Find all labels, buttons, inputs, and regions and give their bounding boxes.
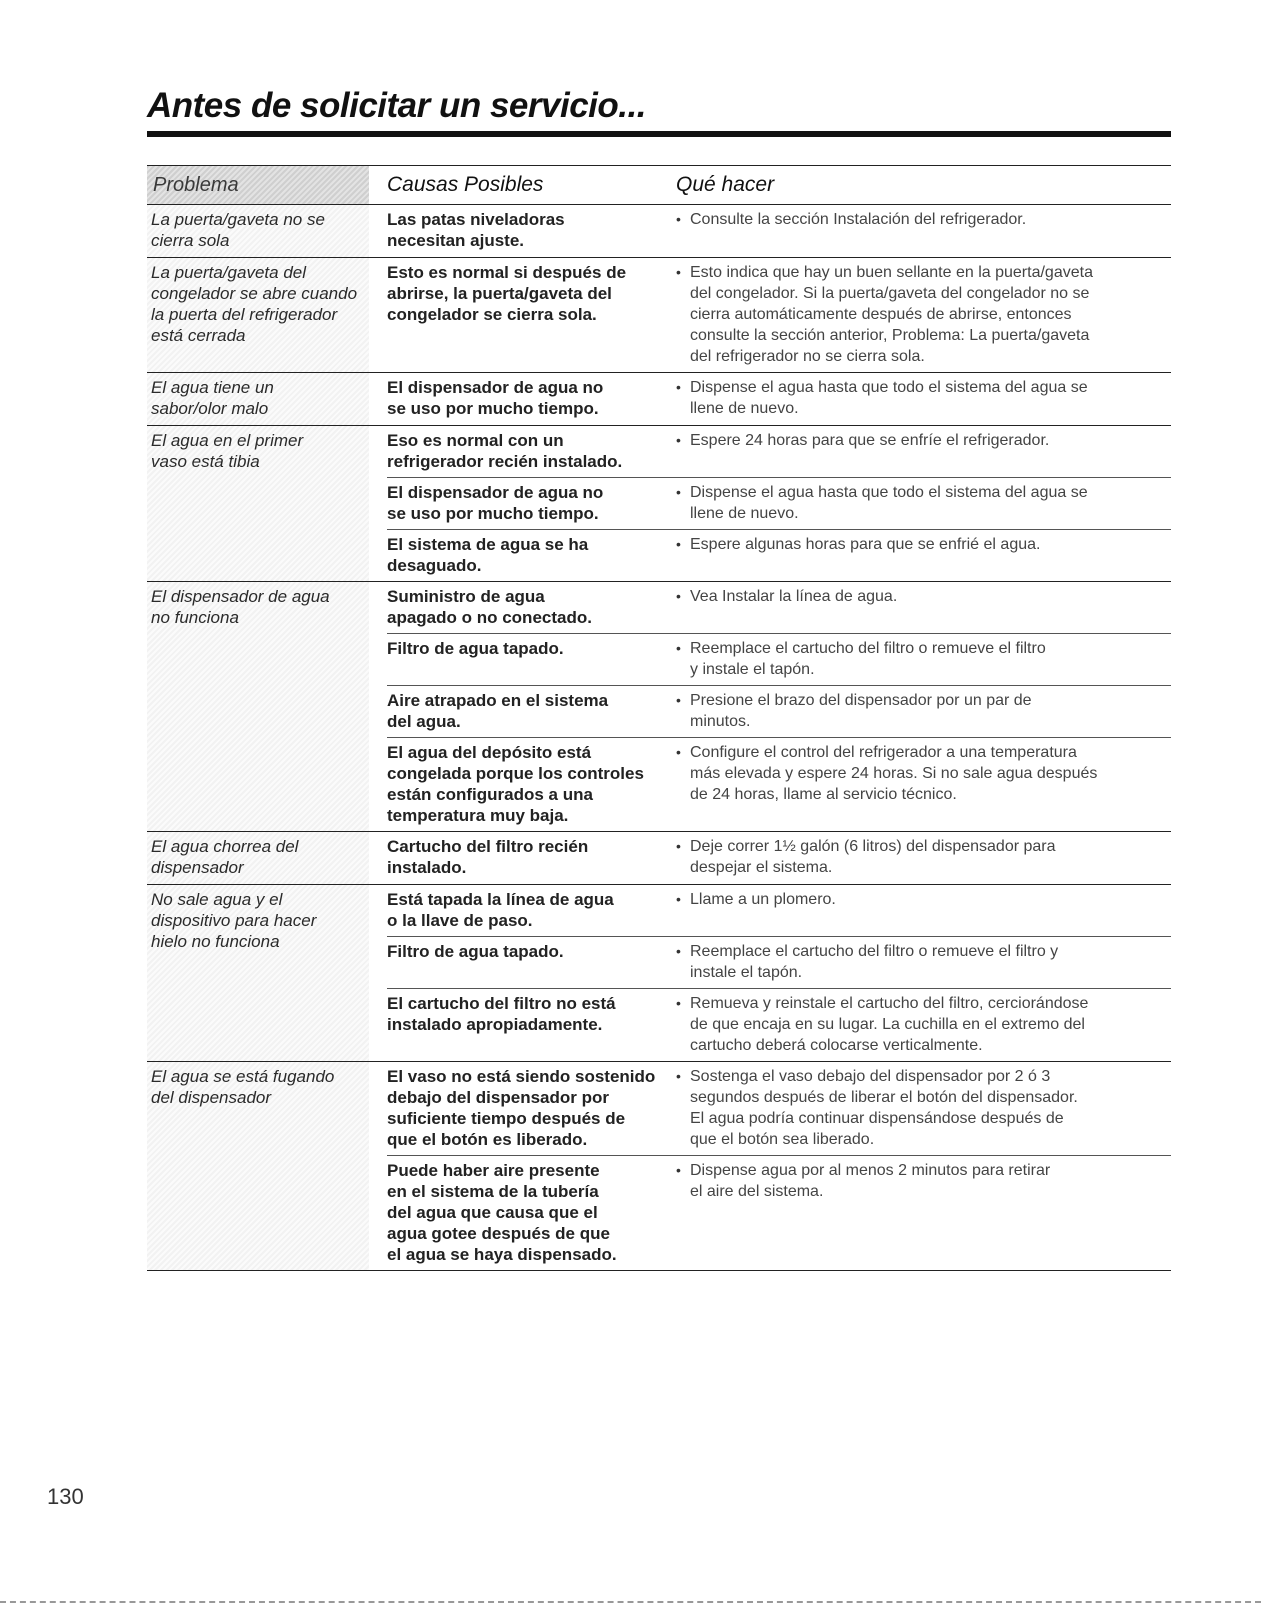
page-title: Antes de solicitar un servicio...: [147, 86, 646, 125]
causes-list: [369, 373, 1171, 425]
cause-text: Filtro de agua tapado.: [387, 942, 564, 961]
header-problem: Problema: [147, 166, 369, 204]
action-cell: [676, 690, 1171, 732]
troubleshooting-table: [147, 165, 1171, 1271]
cause-item: [387, 988, 1171, 1061]
cause-text: El dispensador de agua no se uso por mucho tiempo.: [387, 483, 604, 523]
table-row: [147, 373, 1171, 426]
causes-list: [369, 426, 1171, 581]
cause-text: Suministro de agua apagado o no conectado.: [387, 587, 592, 627]
action-cell: [676, 262, 1171, 367]
cause-item: [387, 1155, 1171, 1270]
action-text: Reemplace el cartucho del filtro o remueve el filtro y instale el tapón.: [690, 640, 1046, 678]
table-row: [147, 1062, 1171, 1271]
action-cell: [676, 482, 1171, 524]
action-text: Espere algunas horas para que se enfrié el agua.: [690, 536, 1041, 553]
cause-item: [387, 685, 1171, 737]
cause-item: [387, 936, 1171, 988]
cause-text: Aire atrapado en el sistema del agua.: [387, 691, 609, 731]
table-row: [147, 205, 1171, 258]
table-row: [147, 832, 1171, 885]
table-header: [147, 165, 1171, 205]
table-body: [147, 205, 1171, 1271]
action-cell: [676, 209, 1171, 251]
action-text: Dispense el agua hasta que todo el sistema del agua se llene de nuevo.: [690, 379, 1088, 417]
cause-text: Cartucho del filtro recién instalado.: [387, 837, 589, 877]
action-cell: [676, 534, 1171, 576]
action-cell: [676, 742, 1171, 826]
bullet-icon: •: [676, 264, 681, 280]
problem-cell: No sale agua y el dispositivo para hacer hielo no funciona: [147, 885, 369, 1061]
table-row: [147, 885, 1171, 1062]
action-text: Presione el brazo del dispensador por un par de minutos.: [690, 692, 1032, 730]
problem-cell: El agua se está fugando del dispensador: [147, 1062, 369, 1270]
bullet-icon: •: [676, 943, 681, 959]
cause-item: [387, 582, 1171, 633]
bullet-icon: •: [676, 379, 681, 395]
action-cell: [676, 836, 1171, 878]
cause-text: El dispensador de agua no se uso por mucho tiempo.: [387, 378, 604, 418]
cause-item: [387, 373, 1171, 424]
bullet-icon: •: [676, 838, 681, 854]
bullet-icon: •: [676, 588, 681, 604]
cause-item: [387, 737, 1171, 831]
action-text: Espere 24 horas para que se enfríe el refrigerador.: [690, 432, 1050, 449]
cause-item: [387, 477, 1171, 529]
table-row: [147, 426, 1171, 582]
cause-item: [387, 258, 1171, 372]
action-cell: [676, 889, 1171, 931]
cause-item: [387, 426, 1171, 477]
problem-cell: El agua tiene un sabor/olor malo: [147, 373, 369, 425]
causes-list: [369, 885, 1171, 1061]
header-action: Qué hacer: [676, 173, 775, 196]
footer-rule: [0, 1601, 1261, 1603]
cause-item: [387, 885, 1171, 936]
bullet-icon: •: [676, 484, 681, 500]
page-number: 130: [47, 1484, 84, 1509]
action-text: Esto indica que hay un buen sellante en la puerta/gaveta del congelador. Si la puerta/gaveta del congelador no se cierra automáticamente después de abrirse, entonces consulte la sección anterior, Problema: La puerta/gaveta del refrigerador no se cierra sola.: [690, 264, 1093, 365]
cause-text: Está tapada la línea de agua o la llave de paso.: [387, 890, 614, 930]
table-row: [147, 258, 1171, 373]
table-row: [147, 582, 1171, 832]
cause-text: Eso es normal con un refrigerador recién instalado.: [387, 431, 623, 471]
bullet-icon: •: [676, 536, 681, 552]
cause-text: Esto es normal si después de abrirse, la puerta/gaveta del congelador se cierra sola.: [387, 263, 627, 324]
action-text: Reemplace el cartucho del filtro o remueve el filtro y instale el tapón.: [690, 943, 1059, 981]
action-text: Llame a un plomero.: [690, 891, 836, 908]
bullet-icon: •: [676, 744, 681, 760]
bullet-icon: •: [676, 1068, 681, 1084]
action-cell: [676, 941, 1171, 983]
cause-item: [387, 633, 1171, 685]
problem-cell: El agua en el primer vaso está tibia: [147, 426, 369, 581]
bullet-icon: •: [676, 995, 681, 1011]
cause-text: El vaso no está siendo sostenido debajo del dispensador por suficiente tiempo después de que el botón es liberado.: [387, 1067, 656, 1149]
problem-cell: El dispensador de agua no funciona: [147, 582, 369, 831]
action-cell: [676, 377, 1171, 419]
action-text: Configure el control del refrigerador a una temperatura más elevada y espere 24 horas. Si no sale agua después de 24 horas, llame al servicio técnico.: [690, 744, 1098, 803]
action-text: Dispense el agua hasta que todo el sistema del agua se llene de nuevo.: [690, 484, 1088, 522]
cause-text: El agua del depósito está congelada porque los controles están configurados a una temperatura muy baja.: [387, 743, 644, 825]
problem-cell: El agua chorrea del dispensador: [147, 832, 369, 884]
causes-list: [369, 582, 1171, 831]
action-cell: [676, 430, 1171, 472]
cause-text: Las patas niveladoras necesitan ajuste.: [387, 210, 565, 250]
causes-list: [369, 258, 1171, 372]
action-text: Vea Instalar la línea de agua.: [690, 588, 898, 605]
title-rule: [147, 131, 1171, 137]
cause-item: [387, 529, 1171, 581]
problem-cell: La puerta/gaveta no se cierra sola: [147, 205, 369, 257]
cause-item: [387, 832, 1171, 883]
cause-text: El sistema de agua se ha desaguado.: [387, 535, 589, 575]
action-text: Dispense agua por al menos 2 minutos para retirar el aire del sistema.: [690, 1162, 1051, 1200]
action-text: Sostenga el vaso debajo del dispensador por 2 ó 3 segundos después de liberar el botón del dispensador. El agua podría continuar dispensándose después de que el botón sea liberado.: [690, 1068, 1078, 1148]
cause-item: [387, 1062, 1171, 1155]
cause-text: Filtro de agua tapado.: [387, 639, 564, 658]
cause-text: El cartucho del filtro no está instalado apropiadamente.: [387, 994, 616, 1034]
causes-list: [369, 832, 1171, 884]
cause-text: Puede haber aire presente en el sistema de la tubería del agua que causa que el agua gotee después de que el agua se haya dispensado.: [387, 1161, 617, 1264]
action-text: Consulte la sección Instalación del refrigerador.: [690, 211, 1027, 228]
action-text: Deje correr 1½ galón (6 litros) del dispensador para despejar el sistema.: [690, 838, 1056, 876]
bullet-icon: •: [676, 1162, 681, 1178]
causes-list: [369, 1062, 1171, 1270]
action-cell: [676, 638, 1171, 680]
bullet-icon: •: [676, 211, 681, 227]
action-cell: [676, 1160, 1171, 1265]
action-cell: [676, 993, 1171, 1056]
action-cell: [676, 1066, 1171, 1150]
bullet-icon: •: [676, 692, 681, 708]
action-text: Remueva y reinstale el cartucho del filtro, cerciorándose de que encaja en su lugar. La cuchilla en el extremo del cartucho deberá colocarse verticalmente.: [690, 995, 1089, 1054]
header-causes: Causas Posibles: [387, 173, 544, 196]
cause-item: [387, 205, 1171, 256]
bullet-icon: •: [676, 432, 681, 448]
causes-list: [369, 205, 1171, 257]
bullet-icon: •: [676, 891, 681, 907]
bullet-icon: •: [676, 640, 681, 656]
problem-cell: La puerta/gaveta del congelador se abre cuando la puerta del refrigerador está cerrada: [147, 258, 369, 372]
action-cell: [676, 586, 1171, 628]
